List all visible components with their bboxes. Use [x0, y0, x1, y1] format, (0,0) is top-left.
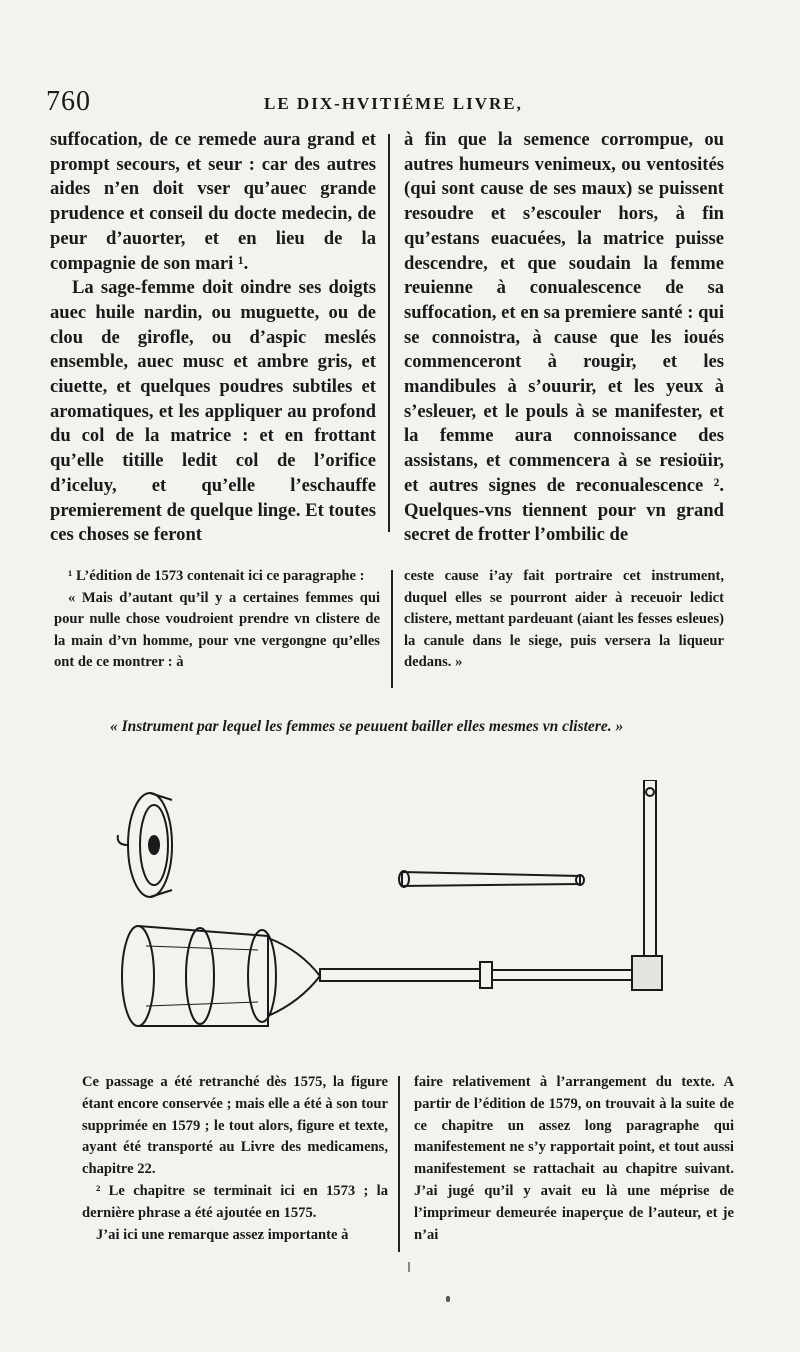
main-text-left-column	[50, 128, 376, 548]
paragraph: La sage-femme doit oindre ses doigts auec huile nardin, ou muguette, ou de clou de girofle, ou d’aspic meslés ensemble, auec musc et ambre gris, et ciuette, et quelques poudres subtiles et aromatiques, et les appliquer au profond du col de la matrice : et en frottant qu’elle titille ledit col de l’orifice d’iceluy, et qu’elle l’eschauffe premierement de quelque linge. Et toutes ces choses se feront	[50, 277, 376, 546]
footnote-top-left	[54, 566, 380, 674]
main-text-right-column	[404, 128, 724, 548]
footnote-top-right	[404, 566, 724, 674]
lid-illustration	[118, 793, 172, 897]
footnote-paragraph: « Mais d’autant qu’il y a certaines femmes qui pour nulle chose voudroient prendre vn clistere de la main d’vn homme, pour vne vergongne qu’elles ont de ce montrer : à	[54, 589, 380, 670]
footnote-bottom-right	[414, 1072, 734, 1246]
footnote-paragraph: J’ai ici une remarque assez importante à	[96, 1226, 349, 1243]
page-number: 760	[46, 86, 91, 117]
footnote-divider	[391, 570, 393, 688]
footnote-paragraph: faire relativement à l’arrangement du texte. A partir de l’édition de 1579, on trouvait à la suite de ce chapitre un assez long paragraphe qui manifestement ne s’y rapportait point, et tout aussi manifestement se rattachait au chapitre suivant. J’ai jugé qu’il y avait eu là une méprise de l’imprimeur demeurée inaperçue de l’auteur, et je n’ai	[414, 1074, 734, 1243]
footnote-paragraph: ¹ L’édition de 1573 contenait ici ce paragraphe :	[68, 568, 365, 584]
syringe-body-illustration	[122, 780, 662, 1026]
footnote-paragraph: ceste cause i’ay fait portraire cet instrument, duquel elles se pourront aider à receuoir ledict clistere, mettant pardeuant (aiant les fesses esleues) la canule dans le siege, puis versera la liqueur dedans. »	[404, 568, 724, 670]
figure-caption: « Instrument par lequel les femmes se peuuent bailler elles mesmes vn clistere. »	[110, 718, 624, 735]
footnote-divider	[398, 1076, 400, 1252]
footnote-bottom-left	[82, 1072, 388, 1246]
footnote-paragraph: ² Le chapitre se terminait ici en 1573 ; la dernière phrase a été ajoutée en 1575.	[82, 1182, 388, 1221]
footnote-paragraph: Ce passage a été retranché dès 1575, la figure étant encore conservée ; mais elle a été à son tour supprimée en 1579 ; le tout alors, figure et texte, ayant été transporté au Livre des medicamens, chapitre 22.	[82, 1074, 388, 1178]
page-header	[46, 88, 730, 122]
column-divider	[388, 134, 390, 532]
paragraph: suffocation, de ce remede aura grand et prompt secours, et seur : car des autres aides n’en doit vser qu’auec grande prudence et conseil du docte medecin, de peur d’auorter, et en lieu de la compagnie de son mari ¹.	[50, 129, 376, 274]
nozzle-illustration	[399, 871, 584, 887]
paragraph: à fin que la semence corrompue, ou autres humeurs venimeux, ou ventosités (qui sont cause de ses maux) se puissent resoudre et s’escouler hors, à fin qu’estans euacuées, la matrice puisse descendre, et que soudain la femme reuienne à conualescence de sa suffocation, et en sa premiere santé : qui se connoistra, à cause que les ioués commenceront à rougir, et les mandibules à s’ouurir, et les yeux à s’esleuer, et le pouls à se manifester, et la femme aura connoissance des assistans, et commencera à se resioüir, et autres signes de reconualescence ². Quelques-vns tiennent pour vn grand secret de frotter l’ombilic de	[404, 129, 724, 546]
running-title: LE DIX-HVITIÉME LIVRE,	[264, 94, 523, 113]
print-mark	[446, 1296, 450, 1302]
print-mark	[408, 1262, 410, 1272]
clyster-instrument-figure	[110, 780, 690, 1050]
